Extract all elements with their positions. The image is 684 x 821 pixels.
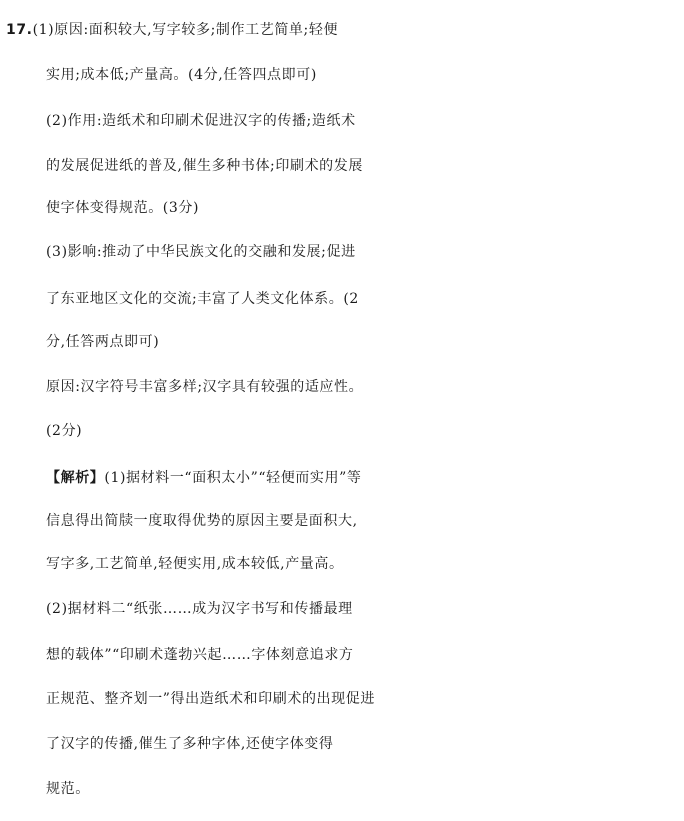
text-line: 了汉字的传播,催生了多种字体,还使字体变得 xyxy=(46,736,334,752)
line-text: (1)据材料一“面积太小”“轻便而实用”等 xyxy=(104,470,362,486)
text-line: (2)作用:造纸术和印刷术促进汉字的传播;造纸术 xyxy=(46,113,356,129)
text-line xyxy=(6,9,684,51)
text-line: 实用;成本低;产量高。(4分,任答四点即可) xyxy=(46,67,317,83)
text-line: 分,任答两点即可) xyxy=(46,334,160,350)
line-text: (1)原因:面积较大,写字较多;制作工艺简单;轻便 xyxy=(32,22,339,38)
question-number: 17. xyxy=(6,22,33,38)
text-line: 使字体变得规范。(3分) xyxy=(46,200,200,216)
text-line: 了东亚地区文化的交流;丰富了人类文化体系。(2 xyxy=(46,291,359,307)
text-line: 正规范、整齐划一”得出造纸术和印刷术的出现促进 xyxy=(46,691,375,707)
text-line: (2)据材料二“纸张……成为汉字书写和传播最理 xyxy=(46,601,353,617)
text-line: (3)影响:推动了中华民族文化的交融和发展;促进 xyxy=(46,244,356,260)
text-line: 原因:汉字符号丰富多样;汉字具有较强的适应性。 xyxy=(46,379,364,395)
text-line: 写字多,工艺简单,轻便实用,成本较低,产量高。 xyxy=(46,556,344,572)
analysis-tag: 【解析】 xyxy=(46,470,105,486)
text-line: (2分) xyxy=(46,423,83,439)
text-line: 的发展促进纸的普及,催生多种书体;印刷术的发展 xyxy=(46,158,363,174)
text-line: 信息得出简牍一度取得优势的原因主要是面积大, xyxy=(46,513,358,529)
text-line xyxy=(46,457,684,499)
text-line: 规范。 xyxy=(46,781,90,797)
text-line: 想的载体”“印刷术蓬勃兴起……字体刻意追求方 xyxy=(46,647,354,663)
